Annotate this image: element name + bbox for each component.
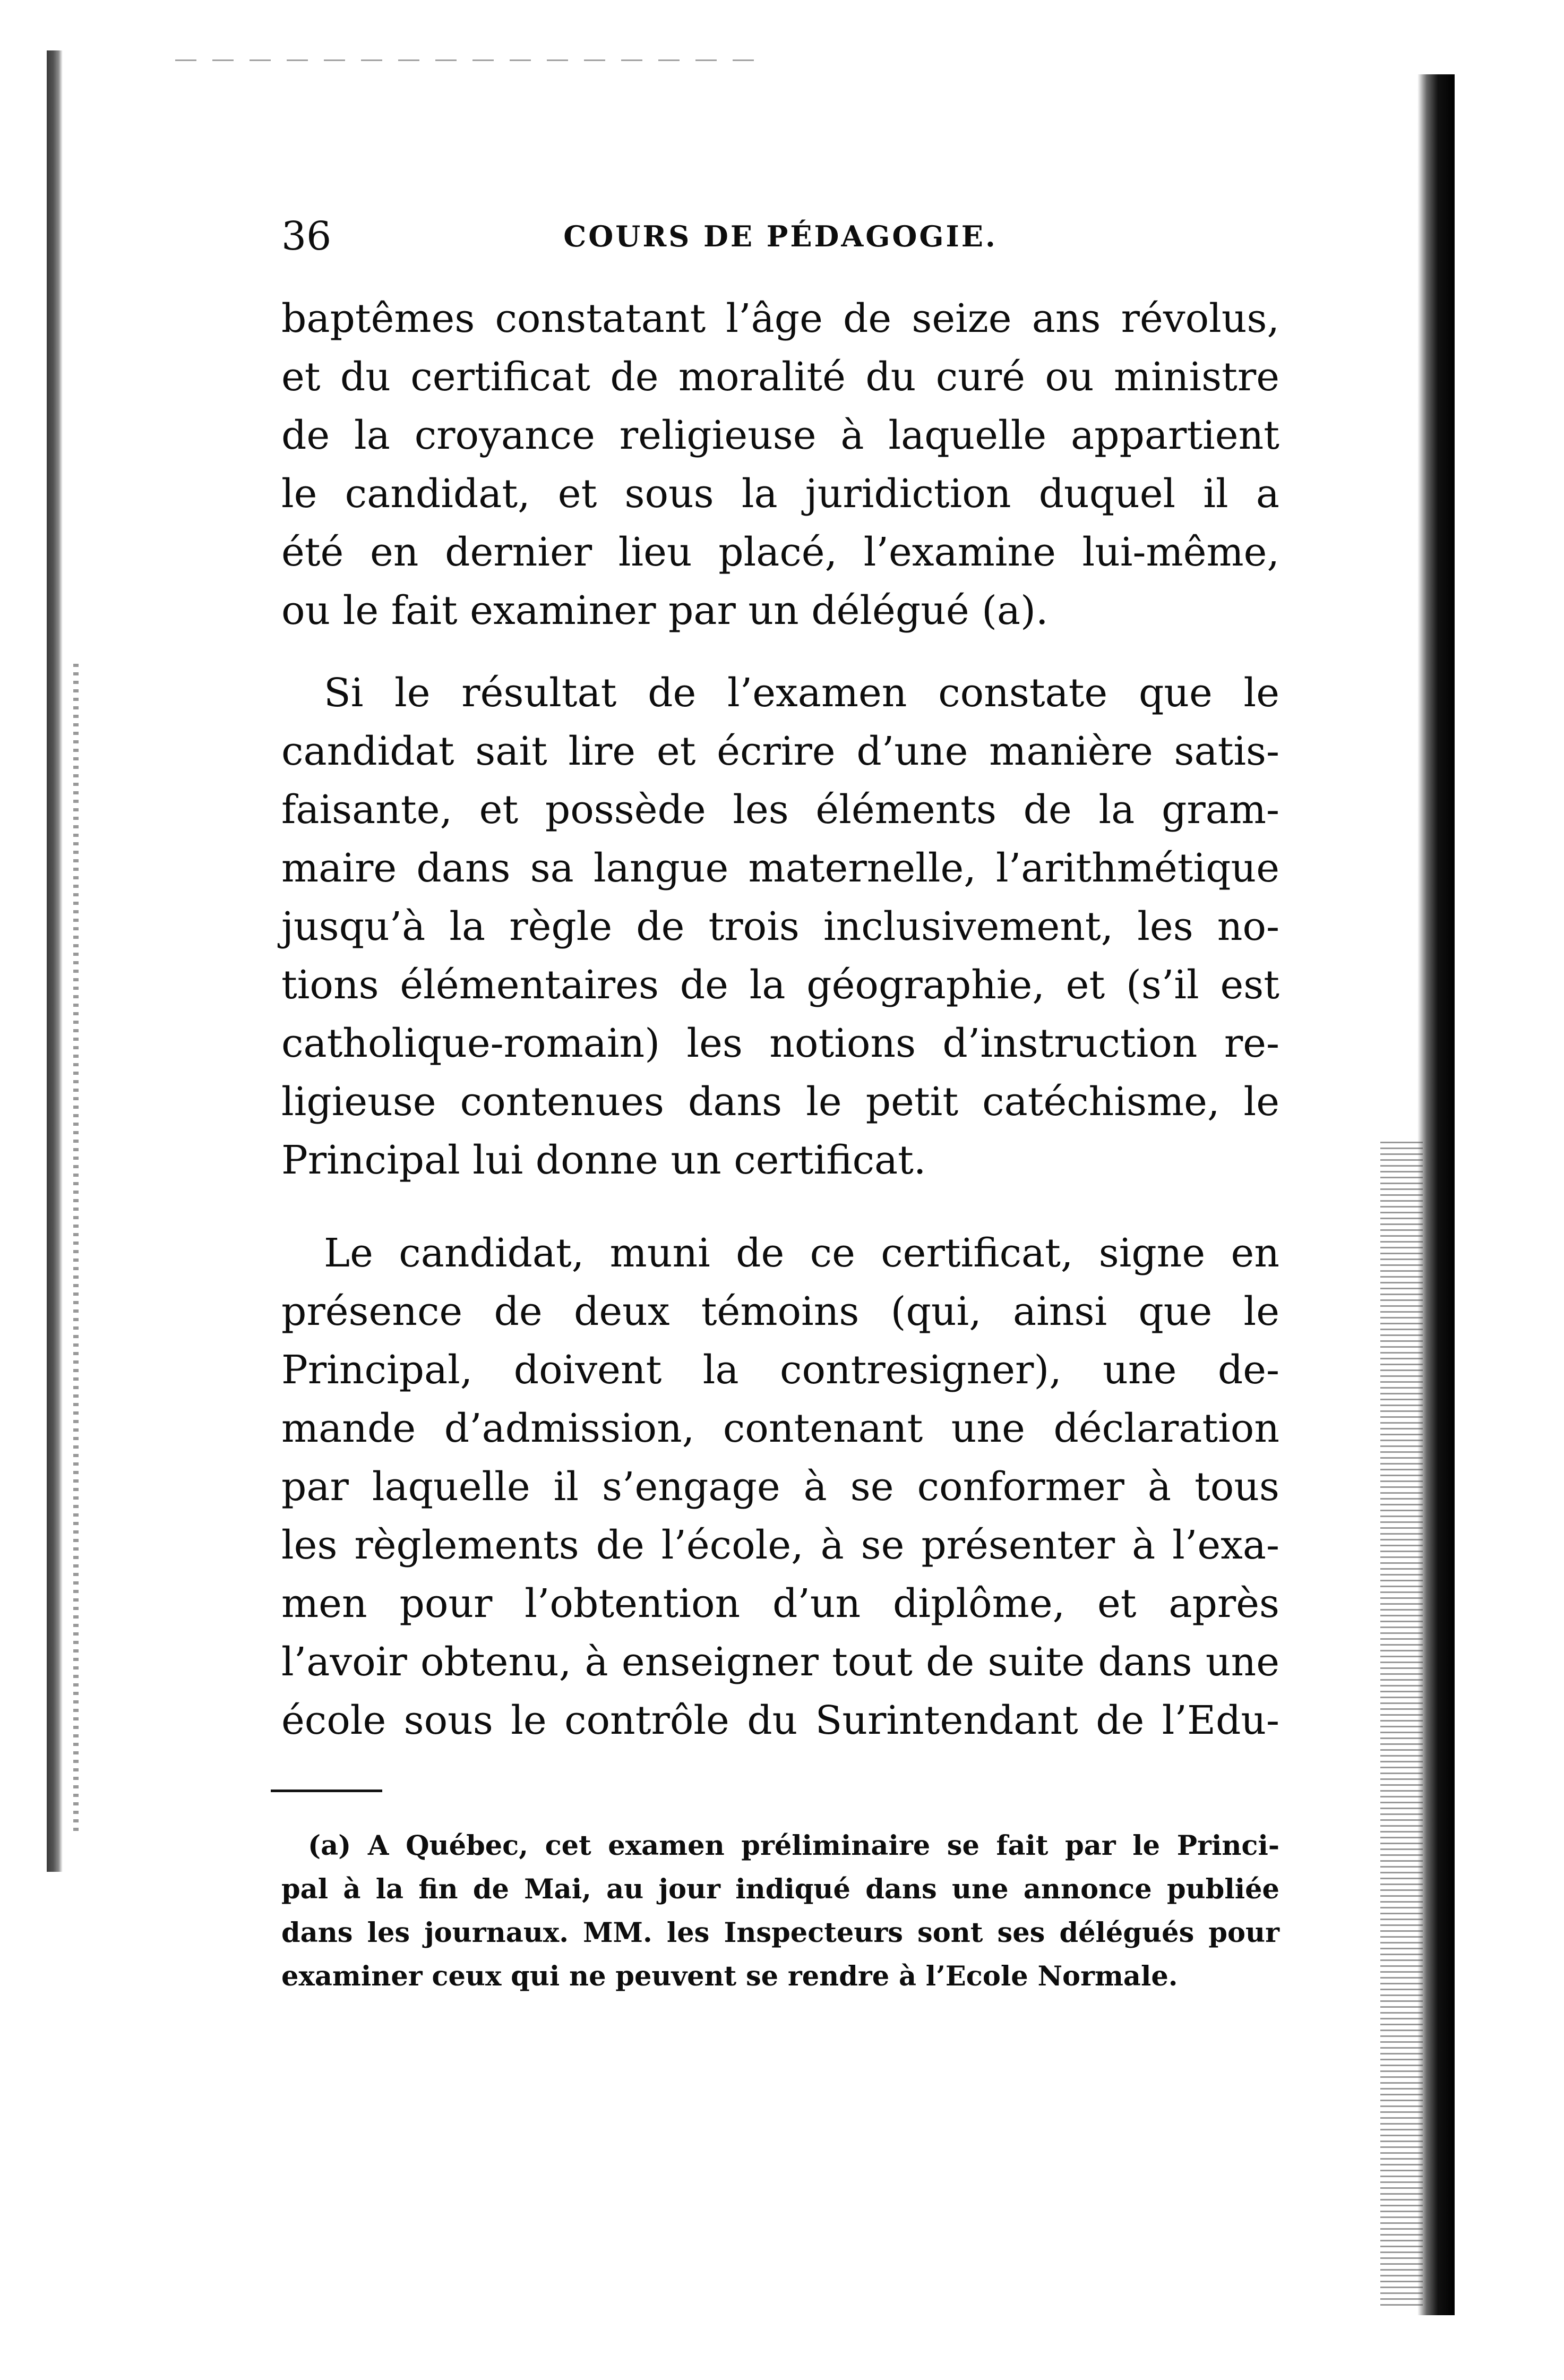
text-line: le candidat, et sous la juridiction duquel il a bbox=[281, 471, 1279, 517]
text-line: faisante, et possède les éléments de la gram- bbox=[281, 787, 1279, 833]
scan-left-speckle bbox=[73, 664, 79, 1832]
text-line: Si le résultat de l’examen constate que le bbox=[324, 670, 1279, 716]
page-number: 36 bbox=[281, 213, 332, 259]
paragraph-2 bbox=[281, 664, 1279, 1189]
scan-left-edge bbox=[47, 50, 63, 1872]
footnote-line: examiner ceux qui ne peuvent se rendre à l’Ecole Normale. bbox=[281, 1960, 1178, 1992]
scan-top-mark bbox=[175, 59, 759, 61]
text-line: mande d’admission, contenant une déclaration bbox=[281, 1406, 1279, 1451]
text-line: par laquelle il s’engage à se conformer à tous bbox=[281, 1464, 1279, 1510]
footnote-line: dans les journaux. MM. les Inspecteurs sont ses délégués pour bbox=[281, 1917, 1279, 1949]
text-line: les règlements de l’école, à se présenter à l’exa- bbox=[281, 1522, 1279, 1568]
text-line: ou le fait examiner par un délégué (a). bbox=[281, 588, 1049, 633]
text-line: Principal lui donne un certificat. bbox=[281, 1137, 926, 1183]
text-line: catholique-romain) les notions d’instruction re- bbox=[281, 1021, 1279, 1066]
text-line: jusqu’à la règle de trois inclusivement, les no- bbox=[281, 904, 1279, 949]
text-line: école sous le contrôle du Surintendant de l’Edu- bbox=[281, 1698, 1279, 1743]
text-line: baptêmes constatant l’âge de seize ans révolus, bbox=[281, 296, 1279, 341]
text-line: ligieuse contenues dans le petit catéchisme, le bbox=[281, 1079, 1279, 1125]
footnote-line: (a) A Québec, cet examen préliminaire se fait par le Princi- bbox=[308, 1830, 1279, 1862]
paragraph-3 bbox=[281, 1224, 1279, 1750]
text-line: été en dernier lieu placé, l’examine lui-même, bbox=[281, 529, 1279, 575]
text-line: de la croyance religieuse à laquelle appartient bbox=[281, 413, 1279, 458]
text-line: Le candidat, muni de ce certificat, signe en bbox=[324, 1230, 1279, 1276]
running-head: COURS DE PÉDAGOGIE. bbox=[563, 219, 998, 253]
text-line: l’avoir obtenu, à enseigner tout de suite dans une bbox=[281, 1639, 1279, 1685]
text-line: et du certificat de moralité du curé ou ministre bbox=[281, 354, 1279, 400]
footnote-line: pal à la fin de Mai, au jour indiqué dans une annonce publiée bbox=[281, 1873, 1279, 1905]
text-line: tions élémentaires de la géographie, et (s’il est bbox=[281, 962, 1279, 1008]
text-line: maire dans sa langue maternelle, l’arithmétique bbox=[281, 845, 1279, 891]
paragraph-1 bbox=[281, 289, 1279, 640]
text-line: présence de deux témoins (qui, ainsi que le bbox=[281, 1289, 1279, 1334]
text-line: Principal, doivent la contresigner), une de- bbox=[281, 1347, 1279, 1393]
footnote bbox=[281, 1824, 1279, 1998]
scan-right-speckle bbox=[1380, 1142, 1423, 2310]
text-line: candidat sait lire et écrire d’une manière satis- bbox=[281, 729, 1279, 774]
footnote-rule bbox=[271, 1790, 382, 1792]
scan-right-edge bbox=[1417, 74, 1455, 2315]
page-header bbox=[281, 207, 1279, 266]
text-line: men pour l’obtention d’un diplôme, et après bbox=[281, 1581, 1279, 1626]
